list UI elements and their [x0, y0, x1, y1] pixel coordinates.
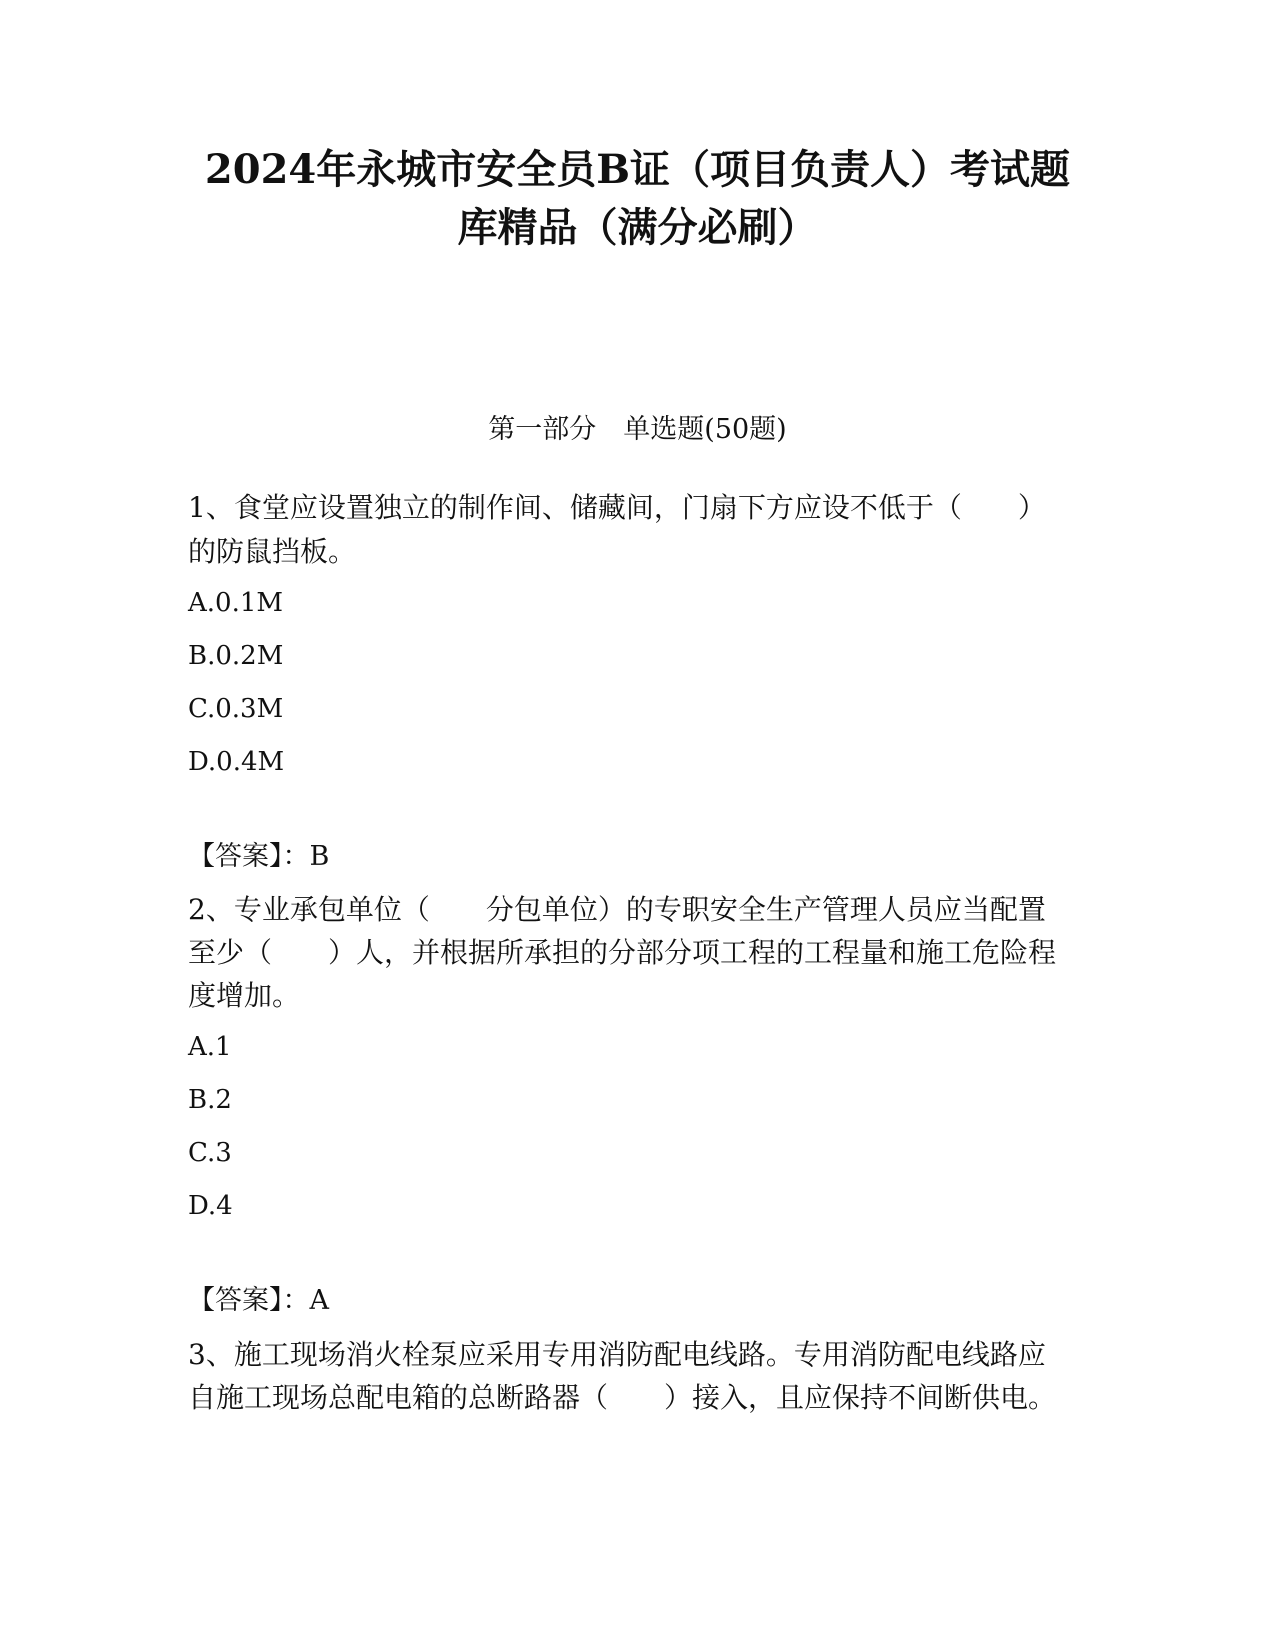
question-1-option-a: A.0.1M	[188, 588, 284, 618]
question-1-option-c: C.0.3M	[188, 694, 284, 724]
document-title-line-1: 2024年永城市安全员B证（项目负责人）考试题	[204, 146, 1071, 193]
question-2-option-d: D.4	[188, 1191, 233, 1221]
question-2-option-c: C.3	[188, 1138, 232, 1168]
question-1-option-b: B.0.2M	[188, 641, 284, 671]
question-1-text-line-2: 的防鼠挡板。	[188, 535, 357, 568]
question-1-text-line-1: 1、食堂应设置独立的制作间、储藏间，门扇下方应设不低于（ ）	[188, 491, 1046, 524]
section-heading: 第一部分 单选题(50题)	[488, 414, 787, 445]
document-title-line-2: 库精品（满分必刷）	[457, 204, 818, 251]
question-2-text-line-2: 至少（ ）人，并根据所承担的分部分项工程的工程量和施工危险程	[188, 936, 1057, 969]
question-2-option-b: B.2	[188, 1085, 232, 1115]
question-3-text-line-1: 3、施工现场消火栓泵应采用专用消防配电线路。专用消防配电线路应	[188, 1338, 1046, 1371]
question-2-text-line-1: 2、专业承包单位（ 分包单位）的专职安全生产管理人员应当配置	[188, 893, 1046, 926]
question-2-text-line-3: 度增加。	[188, 979, 301, 1012]
question-3-text-line-2: 自施工现场总配电箱的总断路器（ ）接入，且应保持不间断供电。	[188, 1381, 1057, 1414]
question-2-answer: 【答案】：A	[188, 1285, 329, 1316]
question-1-answer: 【答案】：B	[188, 841, 330, 872]
question-1-option-d: D.0.4M	[188, 747, 285, 777]
question-2-option-a: A.1	[188, 1032, 232, 1062]
